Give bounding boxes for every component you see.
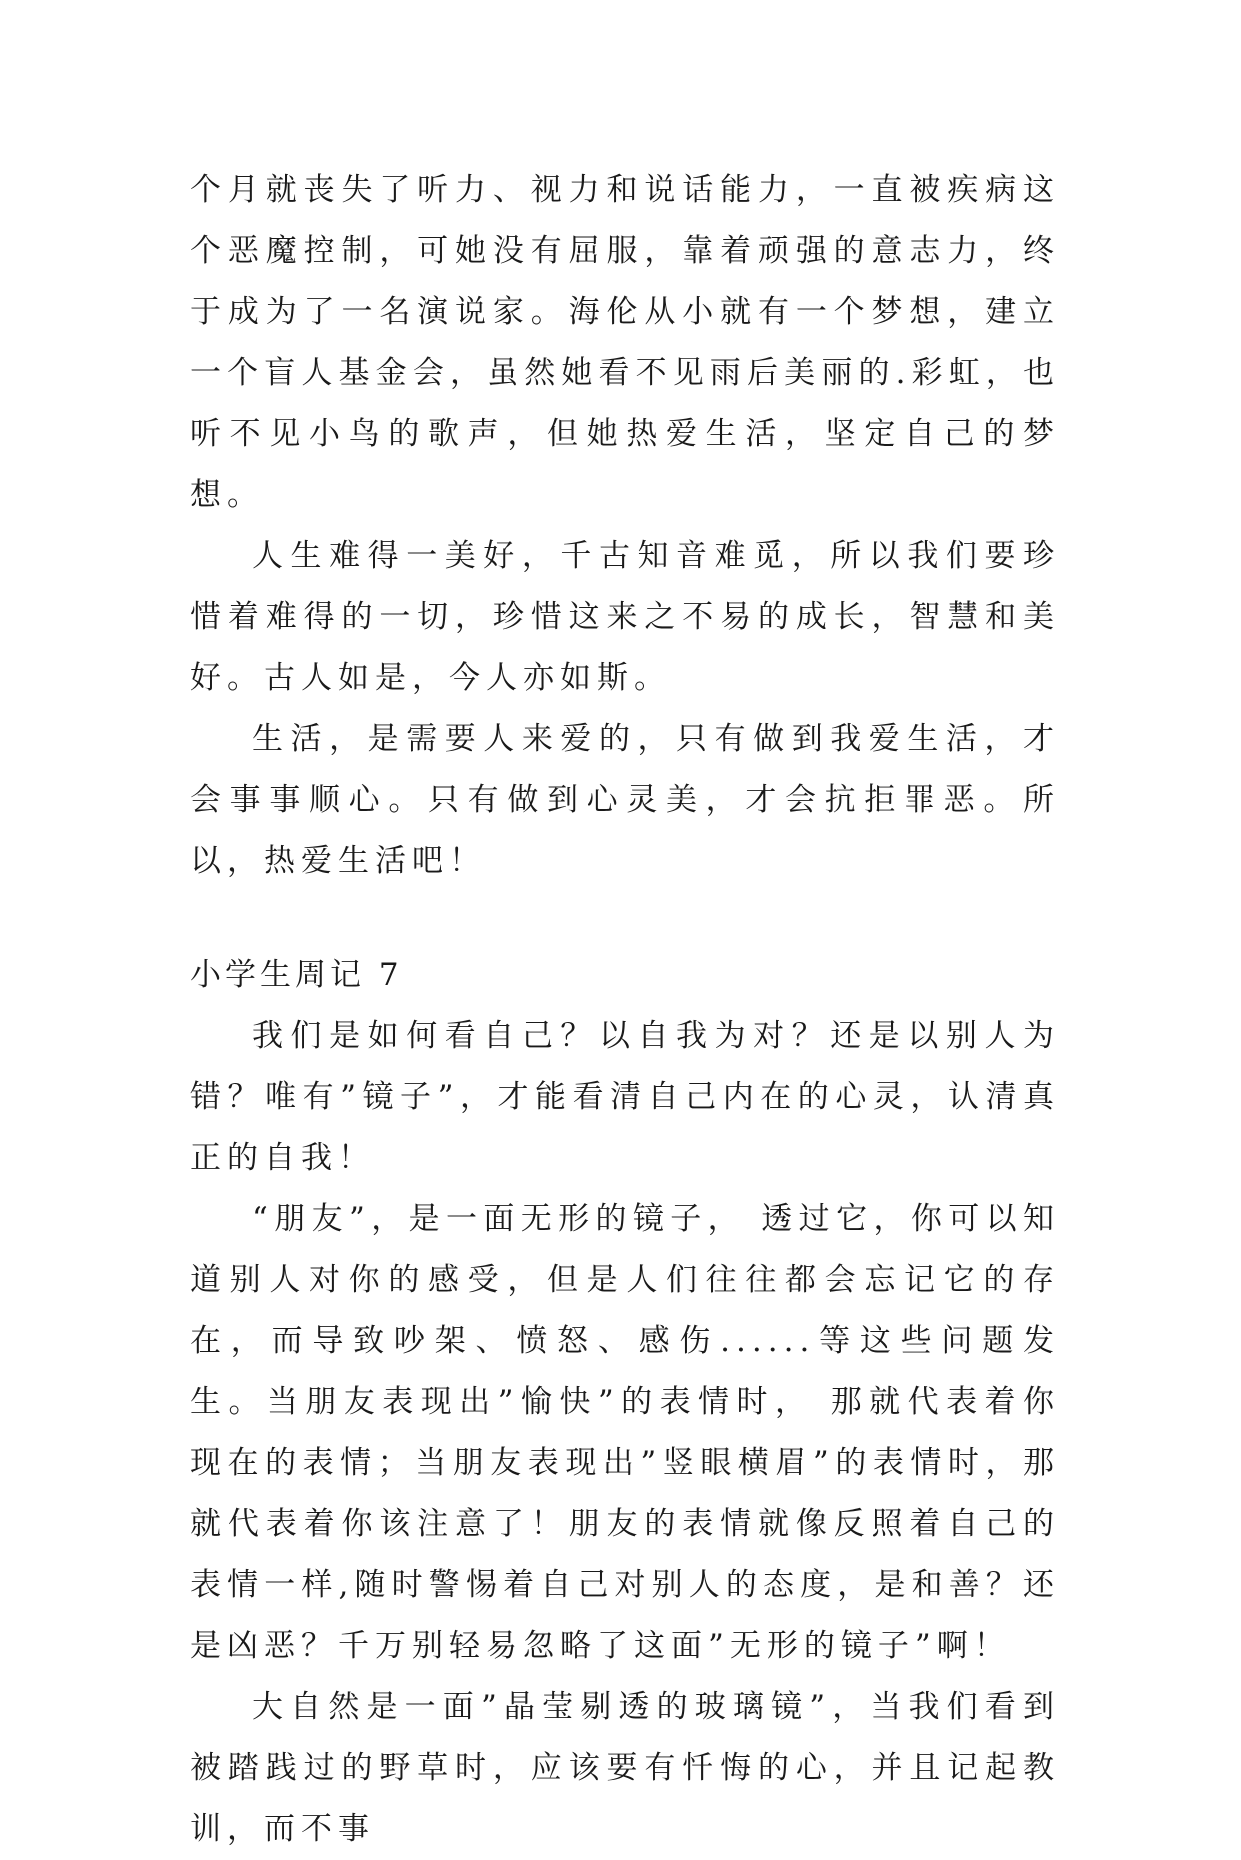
paragraph-friend-mirror: “朋友”，是一面无形的镜子， 透过它，你可以知道别人对你的感受，但是人们往往都会忘记它的存在，而导致吵架、愤怒、感伤......等这些问题发生。当朋友表现出”愉快”的表情时， 那就代表着你现在的表情；当朋友表现出”竖眼横眉”的表情时，那就代表着你该注意了！朋友的表情就像反照着自己的表情一样,随时警惕着自己对别人的态度，是和善？还是凶恶？千万别轻易忽略了这面”无形的镜子”啊！ — [190, 1201, 1060, 1664]
section-title: 小学生周记 7 — [190, 957, 403, 993]
paragraph-love-life: 生活，是需要人来爱的，只有做到我爱生活，才会事事顺心。只有做到心灵美，才会抗拒罪恶。所以，热爱生活吧！ — [190, 721, 1060, 879]
paragraph-cherish-life: 人生难得一美好，千古知音难觅，所以我们要珍惜着难得的一切，珍惜这来之不易的成长，智慧和美好。古人如是，今人亦如斯。 — [190, 538, 1060, 696]
document-body — [190, 160, 1060, 1860]
paragraph-mirror-self: 我们是如何看自己？以自我为对？还是以别人为错？唯有”镜子”，才能看清自己内在的心灵，认清真正的自我！ — [190, 1018, 1060, 1176]
paragraph-nature-mirror: 大自然是一面”晶莹剔透的玻璃镜”，当我们看到被踏践过的野草时，应该要有忏悔的心，并且记起教训，而不事 — [190, 1689, 1060, 1847]
paragraph-helen-story: 个月就丧失了听力、视力和说话能力，一直被疾病这个恶魔控制，可她没有屈服，靠着顽强的意志力，终于成为了一名演说家。海伦从小就有一个梦想，建立一个盲人基金会，虽然她看不见雨后美丽的.彩虹，也听不见小鸟的歌声，但她热爱生活，坚定自己的梦想。 — [190, 172, 1060, 513]
